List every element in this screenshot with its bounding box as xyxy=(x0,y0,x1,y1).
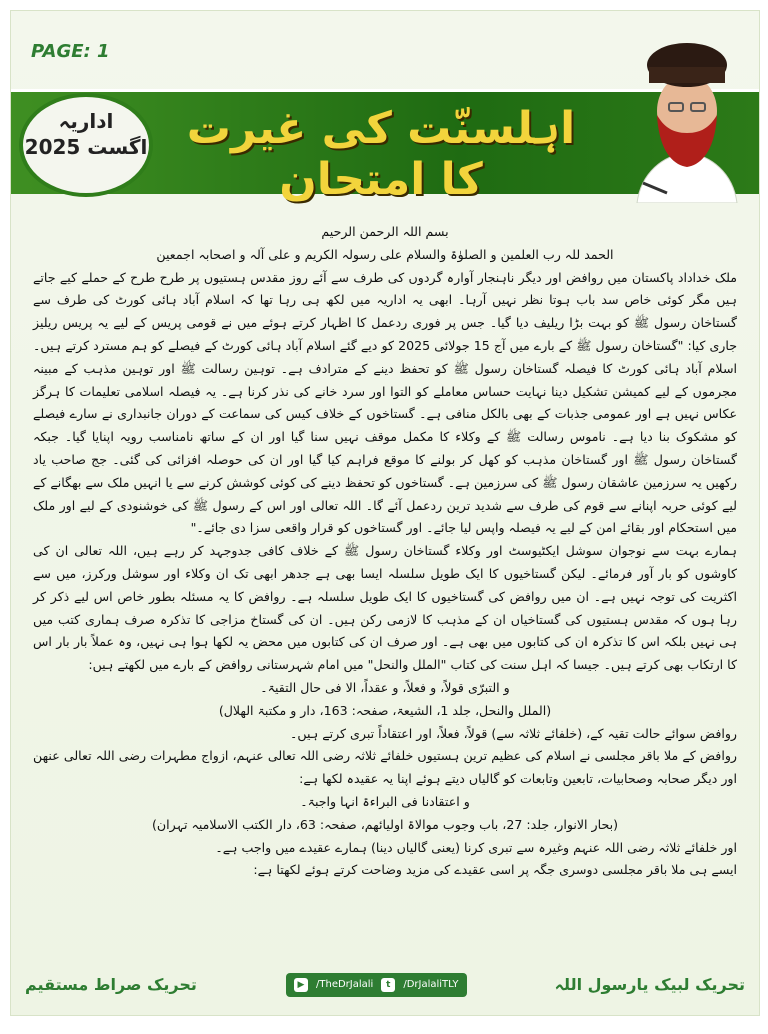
edition-badge xyxy=(19,93,153,197)
twitter-icon: t xyxy=(381,978,395,992)
edition-label: اداریہ xyxy=(58,109,114,133)
paragraph-4: روافض کے ملا باقر مجلسی نے اسلام کی عظیم ترین ہستیوں خلفائے ثلاثہ رضی اللہ تعالی عنہم، ازواج مطہرات رضی اللہ تعالی عنھن اور دیگر صحابہ وصحابیات، تابعین وتابعات کو گالیاں دیتے ہوئے اپنا یہ عقیدہ لکھا ہے: xyxy=(33,748,737,787)
social-handle-2[interactable]: /DrJalaliTLY xyxy=(403,979,459,990)
social-links xyxy=(286,973,467,997)
paragraph-3: روافض سوائے حالت تقیہ کے، (خلفائے ثلاثہ سے) قولاً، فعلاً، اور اعتقاداً تبری کرتے ہیں۔ xyxy=(290,725,737,741)
youtube-icon: ▶ xyxy=(294,978,308,992)
paragraph-1: ملک خداداد پاکستان میں روافض اور دیگر ناہنجار آوارہ گردوں کی طرف سے آئے روز مقدس ہستیوں پر طرح طرح کے حملے کیے جاتے ہیں مگر کوئی خاص سد باب ہوتا نظر نہیں آرہا۔ ابھی یہ اداریہ میں لکھ ہی رہا تھا کہ اسلام آباد ہائی کورٹ کی طرف سے گستاخان رسول ﷺ کو بہت بڑا ریلیف دیا گیا۔ جس پر فوری ردعمل کا اظہار کرتے ہوئے میں نے قومی پریس کے لیے یہ پریس ریلیز جاری کیا: "گستاخان رسول ﷺ کے بارے میں آج 15 جولائی 2025 کو دیے گئے اسلام آباد ہائی کورٹ کے فیصلے کو ہم مسترد کرتے ہیں۔ اسلام آباد ہائی کورٹ کا فیصلہ گستاخان رسول ﷺ کو تحفظ دینے کے مترادف ہے۔ توہین رسالت ﷺ اور توہین مذہب کے مبینہ مجرموں کے لیے کمیشن تشکیل دینا نہایت حساس معاملے کو التوا اور سرد خانے کی نذر کرنا ہے۔ یہ فیصلہ اسلامی تعلیمات کا ہرگز عکاس نہیں ہے اور عمومی جذبات کے بھی بالکل منافی ہے۔ گستاخوں کے خلاف کیس کی سماعت کے دوران جانبداری نے سارے فیصلے کو مشکوک بنا دیا ہے۔ ناموس رسالت ﷺ کے وکلاء کا مکمل موقف نہیں سنا گیا اور ان کے ساتھ نامناسب رویہ اپنایا گیا۔ جبکہ گستاخان رسول ﷺ اور گستاخان مذہب کو کھل کر بولنے کا موقع فراہم کیا گیا اور ان کی حوصلہ افزائی کی گئی۔ جج صاحب یاد رکھیں یہ سرزمین عاشقان رسول ﷺ کی سرزمین ہے۔ گستاخوں کو تحفظ دینے کی کوئی کوشش کرنے سے یا انہیں ملک سے بھگانے کے لیے کوئی حربہ اپنانے سے قوم کی طرف سے شدید ترین ردعمل آئے گا۔ اللہ تعالی اور اس کے رسول ﷺ کی خوشنودی کے لیے اور ملک میں استحکام اور بقائے امن کے لیے یہ فیصلہ واپس لیا جائے۔ اور گستاخوں کو قرار واقعی سزا دی جائے۔" xyxy=(33,269,738,536)
bismillah: بسم اللہ الرحمن الرحیم xyxy=(321,224,449,239)
paragraph-6: ایسے ہی ملا باقر مجلسی دوسری جگہ پر اسی عقیدے کی مزید وضاحت کرتے ہوئے لکھتا ہے: xyxy=(253,862,737,878)
page xyxy=(10,10,760,1016)
reference-1: (الملل والنحل، جلد 1، الشیعۃ، صفحہ: 163، دار و مکتبۃ الھلال) xyxy=(218,702,552,718)
hamd-line: الحمد للہ رب العلمین و الصلوٰۃ والسلام علی رسولہ الکریم و علی آلہ و اصحابہ اجمعین xyxy=(156,246,614,262)
arabic-quote-2: و اعتقادنا فی البراءۃ انہا واجبۃ۔ xyxy=(300,793,470,809)
reference-2: (بحار الانوار، جلد: 27، باب وجوب موالاۃ اولیائھم، صفحہ: 63، دار الکتب الاسلامیہ تہران) xyxy=(151,816,619,832)
footer-left-slogan: تحریک صراط مستقیم xyxy=(25,975,197,994)
paragraph-2: ہمارے بہت سے نوجوان سوشل ایکٹیوسٹ اور وکلاء گستاخان رسول ﷺ کے خلاف کافی جدوجہد کر رہے ہیں، اللہ تعالی ان کی کاوشوں کو بار آور فرمائے۔ لیکن گستاخیوں کا ایک طویل سلسلہ ایسا بھی ہے جدھر ابھی تک ان وکلاء اور سوشل ورکرز، میں سے اکثریت کی توجہ نہیں ہے۔ ان میں روافض کی گستاخیوں کا ایک طویل سلسلہ ہے۔ روافض کا یہ مسئلہ بطور خاص اس لیے ذکر کر رہا ہوں کہ مقدس ہستیوں کی گستاخیاں ان کے مذہب کا لازمی رکن ہیں۔ ان کی گستاخ مزاجی کا تذکرہ صرف ہماری کتب میں ہی نہیں بلکہ اس کا تذکرہ ان کی کتابوں میں بھی ہے۔ اور صرف ان کی کتابوں میں محض یہ لکھا ہوا ہی نہیں، وہ عملاً بار بار اس کا ارتکاب بھی کرتے ہیں۔ جیسا کہ اہل سنت کی کتاب "الملل والنحل" میں امام شہرستانی روافض کے بارے میں لکھتے ہیں: xyxy=(33,543,737,673)
paragraph-5: اور خلفائے ثلاثہ رضی اللہ عنہم وغیرہ سے تبری کرنا (یعنی گالیاں دینا) ہمارے عقیدے میں واجب ہے۔ xyxy=(215,839,737,855)
article-body xyxy=(33,221,737,882)
social-handle-1[interactable]: /TheDrJalali xyxy=(316,979,374,990)
arabic-quote-1: و التبرّی قولاً، و فعلاً، و عقداً، الا فی حال التقیۃ۔ xyxy=(260,679,510,695)
footer xyxy=(11,961,759,1015)
page-number-label: PAGE: 1 xyxy=(31,41,110,62)
footer-right-slogan: تحریک لبیک یارسول اللہ xyxy=(554,975,745,994)
edition-date: اگست 2025 xyxy=(24,135,148,159)
page-title: اہلسنّت کی غیرت کا امتحان xyxy=(186,103,576,205)
author-portrait xyxy=(623,33,751,203)
